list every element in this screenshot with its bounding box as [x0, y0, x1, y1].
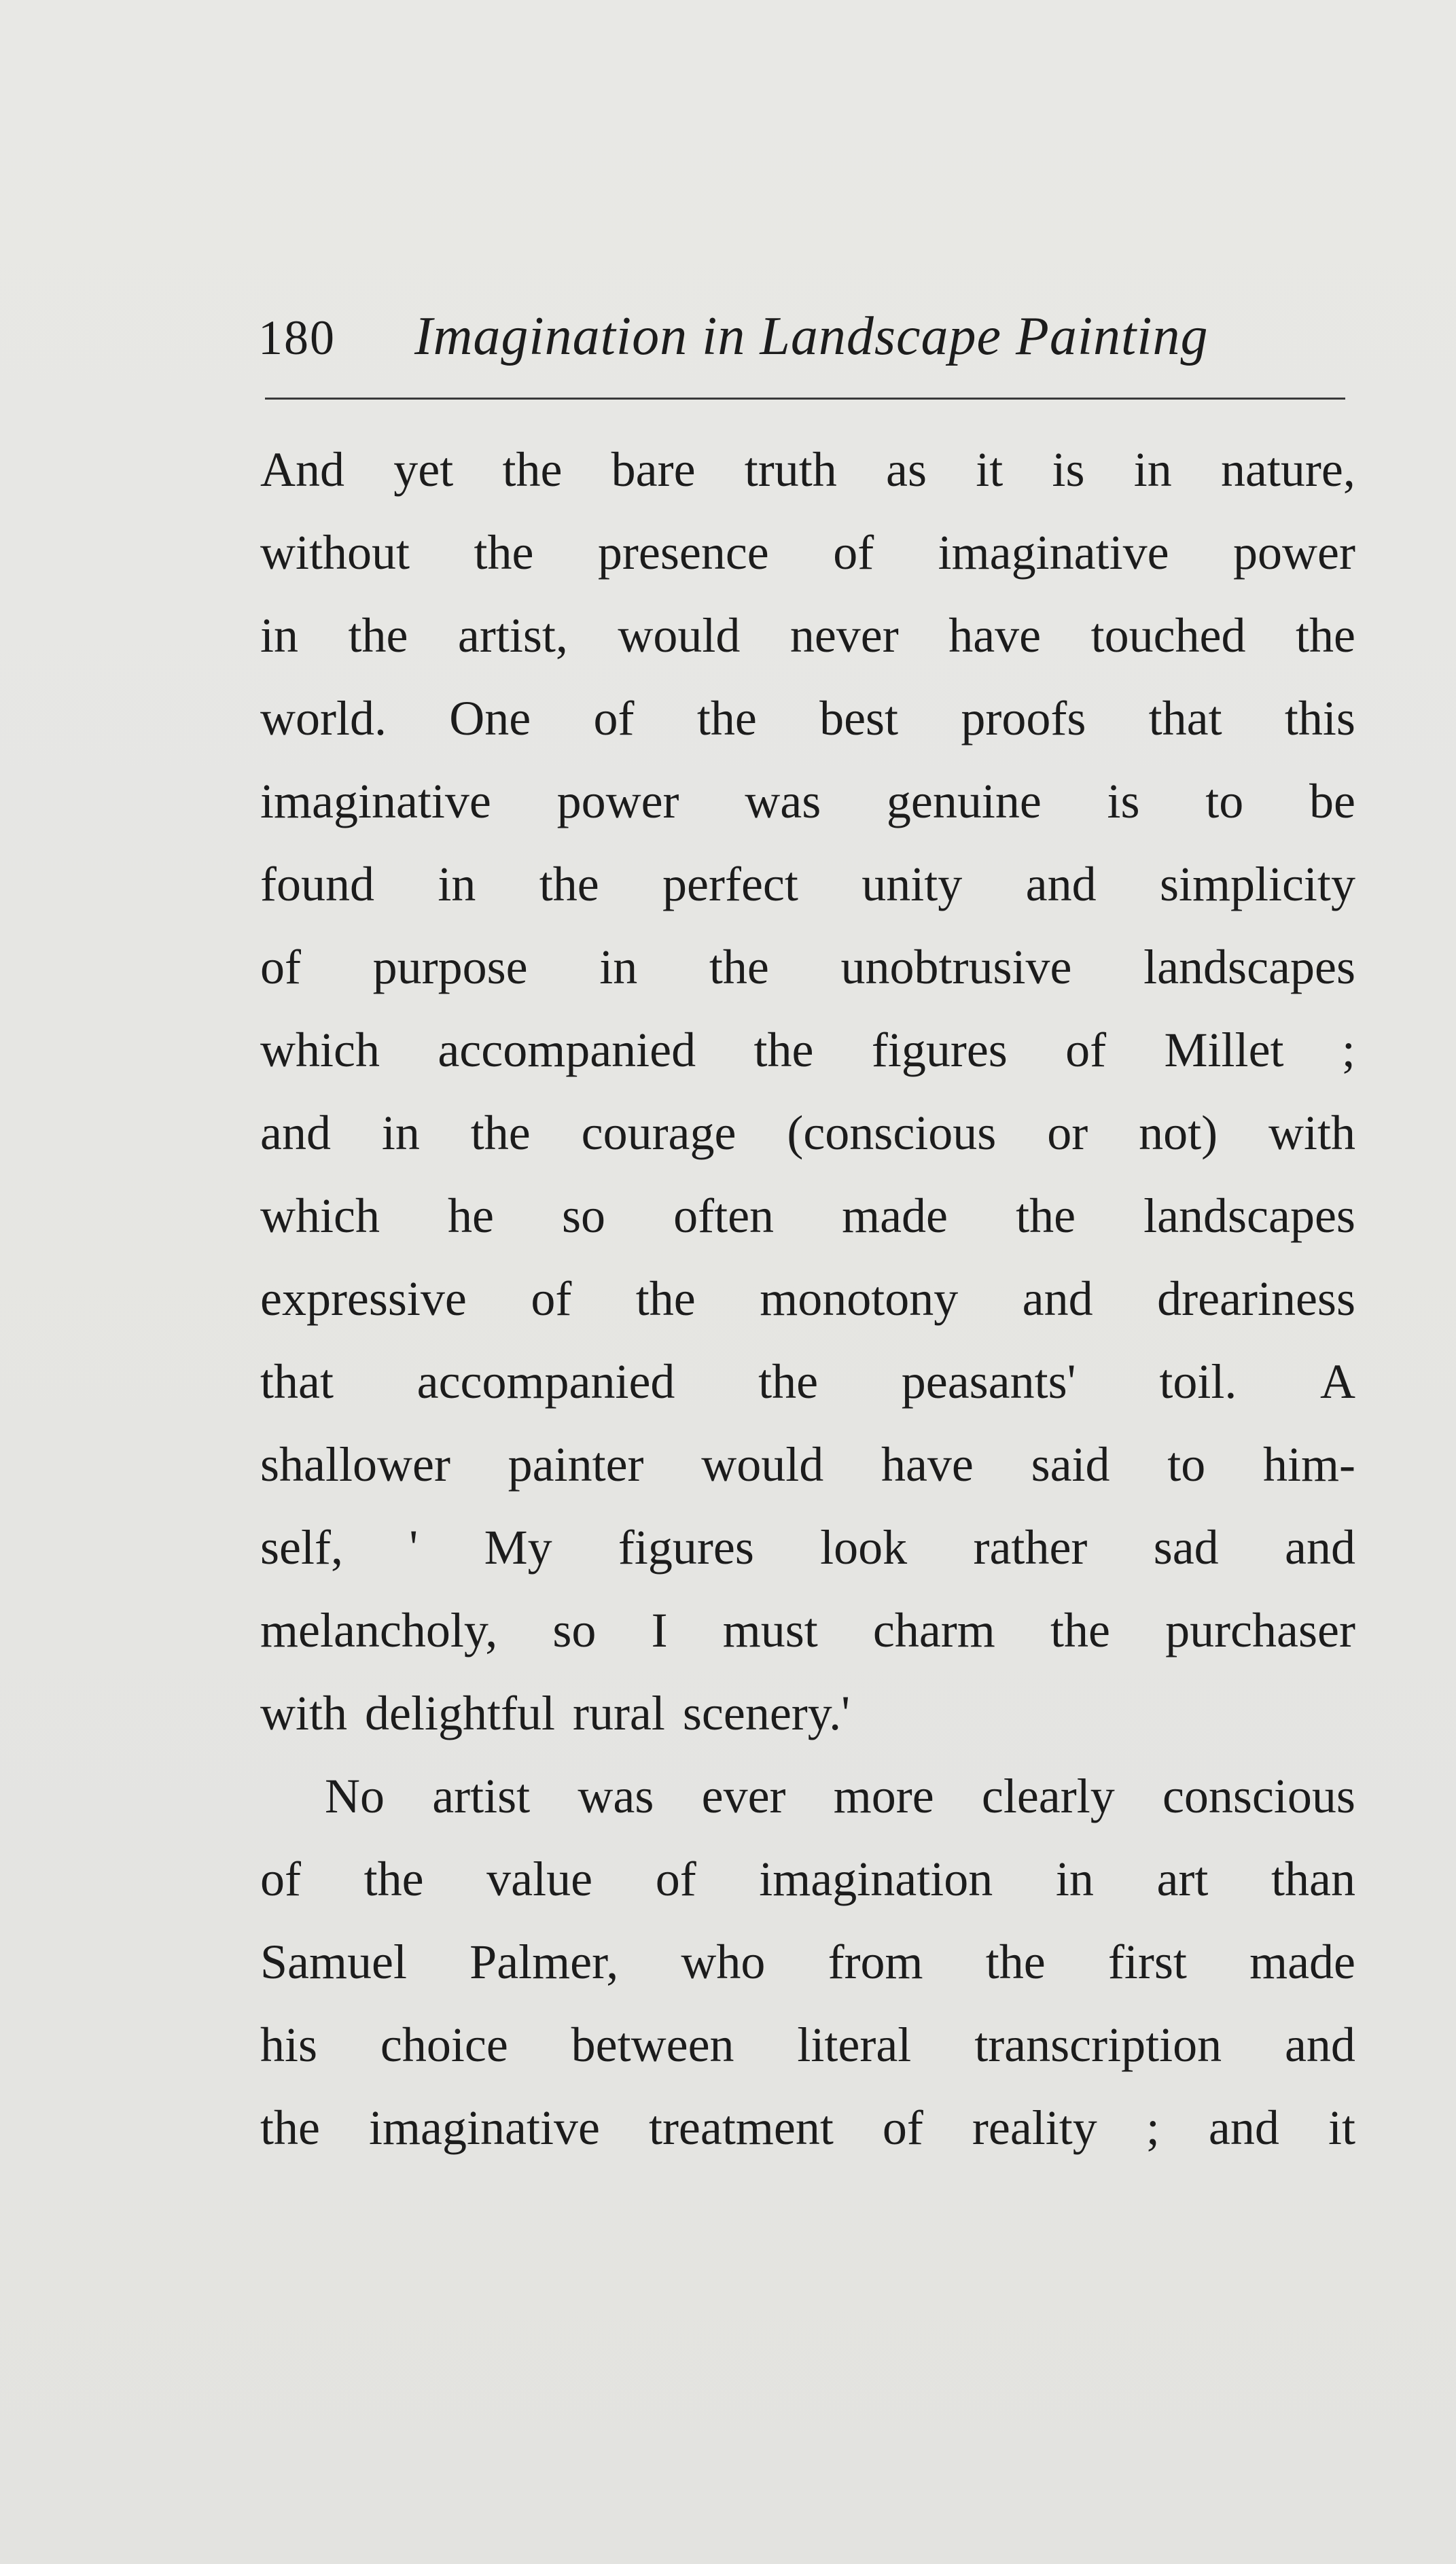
- word: painter: [508, 1437, 644, 1492]
- text-line: [260, 926, 1355, 1008]
- word: figures: [618, 1520, 754, 1575]
- word: self,: [260, 1520, 343, 1575]
- word: Palmer,: [469, 1935, 619, 1989]
- word: the: [753, 1023, 814, 1077]
- word: the: [709, 940, 769, 994]
- word: treatment: [648, 2101, 834, 2155]
- word: ever: [701, 1769, 786, 1823]
- word: the: [1295, 608, 1355, 663]
- text-line: [260, 1257, 1355, 1340]
- text-line: [260, 760, 1355, 843]
- word: A: [1320, 1354, 1355, 1409]
- word: would: [618, 608, 741, 663]
- word: so: [562, 1189, 606, 1243]
- word: in: [1133, 442, 1172, 497]
- text-line: [260, 677, 1355, 760]
- word: the: [502, 442, 563, 497]
- word: the: [539, 857, 599, 911]
- word: said: [1031, 1437, 1110, 1492]
- word: and: [1284, 1520, 1355, 1575]
- word: choice: [380, 2018, 508, 2072]
- word: value: [486, 1852, 593, 1906]
- word: and: [1025, 857, 1097, 911]
- word: he: [448, 1189, 494, 1243]
- word: have: [881, 1437, 974, 1492]
- text-line: [260, 2003, 1355, 2086]
- page-number: 180: [258, 311, 336, 365]
- word: this: [1284, 691, 1355, 745]
- word: the: [985, 1935, 1046, 1989]
- word: his: [260, 2018, 318, 2072]
- word: often: [673, 1189, 775, 1243]
- word: or: [1047, 1106, 1088, 1160]
- word: him-: [1262, 1437, 1355, 1492]
- text-line: [260, 1755, 1355, 1838]
- word: the: [1050, 1603, 1110, 1657]
- word: Millet: [1164, 1023, 1284, 1077]
- word: figures: [871, 1023, 1008, 1077]
- word: the: [260, 2101, 320, 2155]
- word: the: [696, 691, 757, 745]
- word: And: [260, 442, 344, 497]
- word: artist,: [457, 608, 568, 663]
- word: touched: [1090, 608, 1246, 663]
- word: that: [1148, 691, 1222, 745]
- body-text: [260, 428, 1355, 2169]
- text-line: [260, 1174, 1355, 1257]
- word: from: [828, 1935, 923, 1989]
- word: ;: [1146, 2101, 1160, 2155]
- word: presence: [597, 525, 769, 580]
- word: have: [948, 608, 1042, 663]
- word: was: [578, 1769, 654, 1823]
- word: than: [1271, 1852, 1355, 1906]
- text-line: [260, 1091, 1355, 1174]
- word: landscapes: [1143, 940, 1355, 994]
- text-line: [260, 1340, 1355, 1423]
- word: must: [722, 1603, 818, 1657]
- word: ': [409, 1520, 419, 1575]
- word: would: [701, 1437, 824, 1492]
- word: made: [842, 1189, 948, 1243]
- word: who: [681, 1935, 766, 1989]
- paragraph-1: [260, 428, 1355, 1755]
- word: best: [819, 691, 899, 745]
- word: that: [260, 1354, 334, 1409]
- text-line: [260, 511, 1355, 594]
- word: unobtrusive: [840, 940, 1072, 994]
- word: is: [1052, 442, 1085, 497]
- word: truth: [744, 442, 837, 497]
- word: and: [1208, 2101, 1279, 2155]
- word: the: [635, 1271, 696, 1326]
- word: as: [885, 442, 927, 497]
- word: nature,: [1220, 442, 1355, 497]
- word: imaginative: [260, 774, 491, 828]
- word: of: [593, 691, 635, 745]
- word: of: [260, 940, 301, 994]
- word: charm: [872, 1603, 995, 1657]
- text-line: [260, 1506, 1355, 1589]
- word: was: [745, 774, 821, 828]
- word: (conscious: [787, 1106, 997, 1160]
- word: courage: [581, 1106, 736, 1160]
- word: Samuel: [260, 1935, 407, 1989]
- word: expressive: [260, 1271, 467, 1326]
- word: unity: [862, 857, 963, 911]
- word: peasants': [901, 1354, 1076, 1409]
- word: My: [484, 1520, 552, 1575]
- text-line: [260, 2086, 1355, 2169]
- word: genuine: [886, 774, 1042, 828]
- text-line: [260, 1589, 1355, 1672]
- text-line: [260, 1423, 1355, 1506]
- word: not): [1139, 1106, 1218, 1160]
- word: imaginative: [938, 525, 1169, 580]
- header-rule: [265, 398, 1345, 400]
- word: of: [1065, 1023, 1107, 1077]
- word: art: [1156, 1852, 1209, 1906]
- text-line: [260, 428, 1355, 511]
- word: more: [833, 1769, 934, 1823]
- word: in: [381, 1106, 420, 1160]
- word: found: [260, 857, 374, 911]
- word: scenery.': [682, 1686, 851, 1740]
- word: accompanied: [416, 1354, 675, 1409]
- running-title: Imagination in Landscape Painting: [414, 306, 1209, 366]
- word: I: [651, 1603, 668, 1657]
- text-line: [260, 1838, 1355, 1920]
- word: shallower: [260, 1437, 450, 1492]
- word: and: [1284, 2018, 1355, 2072]
- word: to: [1205, 774, 1244, 828]
- word: ;: [1341, 1023, 1355, 1077]
- word: between: [571, 2018, 734, 2072]
- word: without: [260, 525, 410, 580]
- text-line: [260, 1008, 1355, 1091]
- paragraph-2: [260, 1755, 1355, 2169]
- text-line: [260, 1920, 1355, 2003]
- text-line: [260, 843, 1355, 926]
- word: is: [1107, 774, 1140, 828]
- word: literal: [797, 2018, 912, 2072]
- word: the: [758, 1354, 819, 1409]
- word: of: [833, 525, 874, 580]
- word: dreariness: [1157, 1271, 1355, 1326]
- word: imagination: [759, 1852, 993, 1906]
- word: so: [552, 1603, 597, 1657]
- word: in: [260, 608, 299, 663]
- word: rural: [572, 1686, 665, 1740]
- word: be: [1309, 774, 1355, 828]
- word: simplicity: [1159, 857, 1355, 911]
- word: in: [1055, 1852, 1094, 1906]
- word: and: [1022, 1271, 1093, 1326]
- word: conscious: [1162, 1769, 1355, 1823]
- word: look: [820, 1520, 908, 1575]
- word: with: [1268, 1106, 1355, 1160]
- word: with: [260, 1686, 348, 1740]
- word: power: [1233, 525, 1355, 580]
- word: world.: [260, 691, 387, 745]
- word: yet: [393, 442, 454, 497]
- word: proofs: [961, 691, 1086, 745]
- word: artist: [432, 1769, 531, 1823]
- word: reality: [972, 2101, 1097, 2155]
- word: sad: [1153, 1520, 1219, 1575]
- word: bare: [611, 442, 696, 497]
- word: of: [531, 1271, 572, 1326]
- word: never: [789, 608, 899, 663]
- word: in: [438, 857, 476, 911]
- word: the: [474, 525, 534, 580]
- word: rather: [973, 1520, 1088, 1575]
- word: purpose: [372, 940, 528, 994]
- word: and: [260, 1106, 331, 1160]
- running-head: [258, 306, 1359, 391]
- word: landscapes: [1143, 1189, 1355, 1243]
- word: delightful: [365, 1686, 555, 1740]
- word: in: [599, 940, 638, 994]
- text-line: [260, 594, 1355, 677]
- word: imaginative: [369, 2101, 600, 2155]
- word: power: [556, 774, 679, 828]
- word: made: [1249, 1935, 1355, 1989]
- word: first: [1107, 1935, 1187, 1989]
- text-line: [260, 1672, 1355, 1755]
- word: it: [1328, 2101, 1355, 2155]
- word: it: [976, 442, 1004, 497]
- word: of: [655, 1852, 696, 1906]
- word: the: [470, 1106, 531, 1160]
- word: toil.: [1159, 1354, 1237, 1409]
- word: melancholy,: [260, 1603, 498, 1657]
- word: monotony: [760, 1271, 959, 1326]
- word: transcription: [974, 2018, 1222, 2072]
- word: the: [363, 1852, 424, 1906]
- word: the: [348, 608, 408, 663]
- word: clearly: [981, 1769, 1115, 1823]
- word: perfect: [662, 857, 798, 911]
- word: the: [1016, 1189, 1076, 1243]
- word: accompanied: [438, 1023, 696, 1077]
- word: One: [449, 691, 531, 745]
- word: of: [882, 2101, 923, 2155]
- word: of: [260, 1852, 301, 1906]
- word: purchaser: [1165, 1603, 1355, 1657]
- word: No: [325, 1769, 385, 1823]
- word: which: [260, 1189, 380, 1243]
- word: which: [260, 1023, 380, 1077]
- word: to: [1167, 1437, 1206, 1492]
